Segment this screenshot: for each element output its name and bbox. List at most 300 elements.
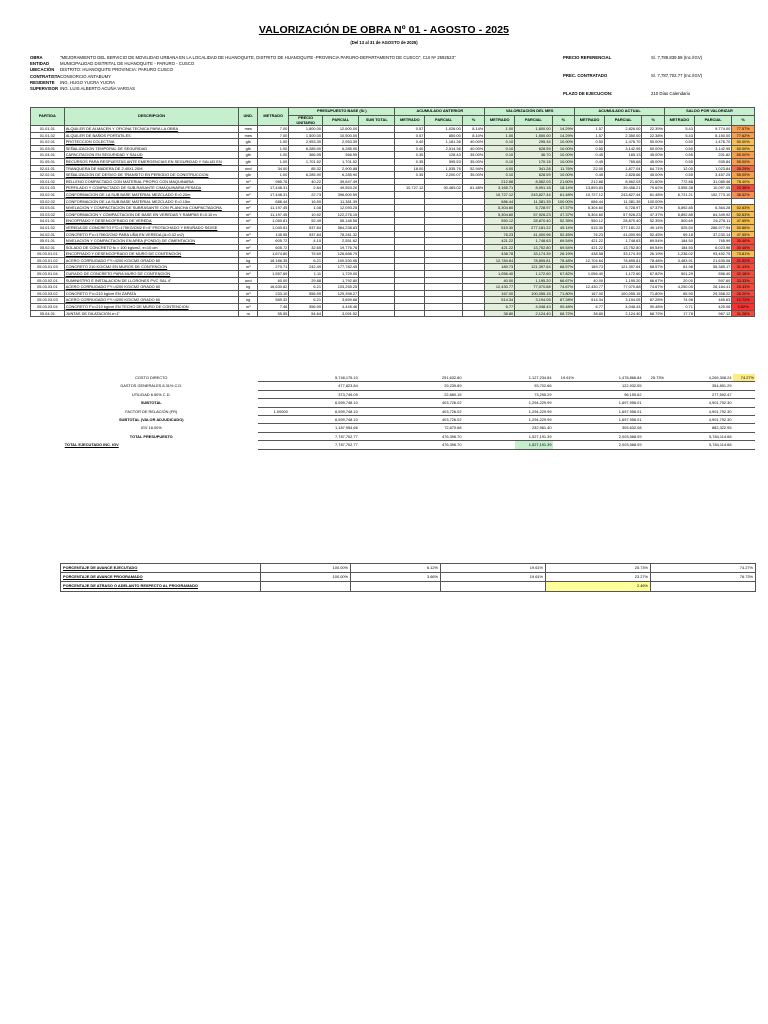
summary-label: TOTAL EJECUTADO INC. IGV	[64, 442, 119, 448]
cell-sv-parcial: 26,276.11	[694, 218, 731, 225]
cell-sv-parcial: 935.84	[694, 158, 731, 165]
spacer	[289, 441, 323, 449]
cell-partida: 01.02.01	[31, 139, 65, 146]
spacer	[463, 399, 486, 407]
cell-sv-parcial: 26,184.41	[694, 284, 731, 291]
cell-descripcion: SEÑALIZACION TEMPORAL DE SEGURIDAD	[64, 145, 239, 152]
cell-descripcion: ACERO CORRUGADO FY=4200 KG/CM2 GRADO 60	[64, 257, 239, 264]
col-sub-total: SUB TOTAL	[359, 116, 395, 126]
cell-ac-pct: 61.48%	[642, 191, 664, 198]
cell-vm-pct: 14.29%	[552, 132, 574, 139]
cell-partida: 05.02.01	[31, 244, 65, 251]
cell-sv-pct: 50.00%	[732, 145, 755, 152]
cell-aa-parcial: 595.53	[425, 158, 462, 165]
spacer	[30, 424, 64, 432]
cell-ac-pct: 22.38%	[642, 132, 664, 139]
summary-factor	[258, 441, 289, 449]
cell-sv-parcial: 556.40	[694, 271, 731, 278]
summary-month-pct	[553, 399, 576, 407]
spacer	[239, 424, 258, 432]
col-acumulado-actual: ACUMULADO ACTUAL	[575, 108, 665, 116]
table-row	[31, 284, 755, 291]
cell-metrado: 1,040.81	[258, 224, 289, 231]
cell-vm-parcial: 295.34	[515, 139, 552, 146]
cell-parcial: 55,146.55	[323, 218, 359, 225]
cell-aa-parcial	[425, 290, 462, 297]
cell-aa-pct	[462, 264, 485, 271]
cell-precio-unitario: 366.95	[289, 152, 323, 159]
summary-current: 1,478,866.84	[605, 374, 643, 382]
cell-metrado: 16,186.35	[258, 257, 289, 264]
cell-partida: 03.01.03	[31, 185, 65, 192]
cell-vm-parcial: 100,055.15	[515, 290, 552, 297]
cell-aa-parcial: 128.43	[425, 152, 462, 159]
cell-ac-metrado: 40.00	[575, 277, 605, 284]
cell-ac-metrado: 438.58	[575, 251, 605, 258]
table-row	[31, 158, 755, 165]
cell-aa-pct	[462, 251, 485, 258]
summary-budget: 6,599,748.10	[323, 399, 359, 407]
cell-aa-parcial	[425, 244, 462, 251]
cell-vm-parcial: 8,991.18	[515, 185, 552, 192]
cell-ac-pct: 87.28%	[642, 297, 664, 304]
cell-sub-total	[359, 231, 395, 238]
summary-month: 93,702.66	[515, 382, 553, 390]
cell-ac-metrado: 5,304.60	[575, 211, 605, 218]
cell-sv-metrado: 74.98	[664, 297, 694, 304]
cell-sv-metrado: 69.18	[664, 231, 694, 238]
cell-parcial: 126,688.79	[323, 251, 359, 258]
cell-parcial: 2,551.62	[323, 238, 359, 245]
table-row	[31, 251, 755, 258]
project-info-value: CONSORCIO ANTABUMY	[60, 73, 112, 79]
table-row	[31, 277, 755, 284]
spacer	[665, 399, 695, 407]
cell-ac-pct: 69.54%	[642, 238, 664, 245]
document-subtitle: (Del 13 al 31 de AGOSTO de 2025)	[350, 40, 418, 45]
cell-sv-pct: 55.00%	[732, 172, 755, 179]
cell-vm-parcial: 628.59	[515, 145, 552, 152]
cell-vm-parcial: 277,181.22	[515, 224, 552, 231]
spacer	[395, 424, 425, 432]
spacer	[485, 382, 515, 390]
cell-sv-parcial: 286,977.94	[694, 224, 731, 231]
spacer	[395, 382, 425, 390]
summary-month: 73,295.29	[515, 390, 553, 398]
summary-row	[30, 382, 755, 390]
cell-partida: 03.02.01	[31, 191, 65, 198]
cell-parcial: 3,659.68	[323, 297, 359, 304]
table-row	[31, 198, 755, 205]
spacer	[665, 390, 695, 398]
col-vm-pct: %	[552, 116, 574, 126]
cell-metrado: 233.10	[258, 290, 289, 297]
cell-ac-parcial: 100,055.15	[605, 290, 642, 297]
cell-sv-parcial: 29,358.22	[694, 290, 731, 297]
cell-ac-metrado: 12,704.64	[575, 257, 605, 264]
cell-descripcion: TRANQUERA DE MADERA DE 2.40X1.20M	[64, 165, 239, 172]
cell-metrado: 1.00	[258, 172, 289, 179]
cell-sv-parcial: 967.12	[694, 310, 731, 317]
cell-vm-pct: 87.28%	[552, 297, 574, 304]
cell-aa-parcial	[425, 277, 462, 284]
cell-metrado: 7.00	[258, 126, 289, 133]
cell-sv-pct: 28.20%	[732, 290, 755, 297]
spacer	[359, 407, 395, 415]
cell-partida: 05.03.03.02	[31, 290, 65, 297]
cell-aa-metrado: 10,727.12	[395, 185, 425, 192]
cell-sv-parcial: 3,142.95	[694, 145, 731, 152]
cell-metrado: 145.55	[258, 231, 289, 238]
cell-sv-pct: 55.00%	[732, 152, 755, 159]
cell-partida: 01.04.01	[31, 152, 65, 159]
spacer	[575, 399, 605, 407]
table-row	[31, 139, 755, 146]
cell-descripcion: CONCRETO 210 KG/CM2 EN MUROS DE CONTENCION	[64, 264, 239, 271]
cell-metrado: 589.32	[258, 297, 289, 304]
cell-aa-parcial	[425, 224, 462, 231]
summary-row	[30, 407, 755, 415]
summary-current-pct	[643, 416, 666, 424]
summary-factor	[258, 424, 289, 432]
cell-vm-pct: 10.00%	[552, 152, 574, 159]
cell-aa-parcial	[425, 231, 462, 238]
cell-vm-metrado: 421.22	[485, 238, 515, 245]
cell-parcial: 122,276.15	[323, 211, 359, 218]
contract-info	[563, 55, 702, 98]
col-vm-parcial: PARCIAL	[515, 116, 552, 126]
cell-precio-unitario: 52.49	[289, 218, 323, 225]
cell-sub-total	[359, 290, 395, 297]
cell-vm-parcial: 1,172.60	[515, 271, 552, 278]
pct-balance	[651, 582, 756, 591]
cell-und: m³	[239, 178, 258, 185]
project-info-value: DISTRITO: HUANOQUITE PROVINCIA: PARURO CUSCO	[60, 67, 174, 73]
cell-partida: 05.03.01.03	[31, 264, 65, 271]
cell-aa-parcial	[425, 264, 462, 271]
contract-info-key: PRECIO REFERENCIAL	[563, 55, 612, 60]
spacer	[289, 382, 323, 390]
cell-partida: 01.03.01	[31, 145, 65, 152]
summary-balance-pct	[733, 390, 756, 398]
summary-current: 122,932.55	[605, 382, 643, 390]
cell-aa-parcial: 1,535.76	[425, 165, 462, 172]
cell-sv-parcial: 55,385.17	[694, 264, 731, 271]
cell-parcial: 49,553.20	[323, 185, 359, 192]
summary-budget: 6,599,748.10	[323, 416, 359, 424]
spacer	[289, 424, 323, 432]
contract-info-line	[563, 55, 702, 61]
cell-descripcion: CONFORMACION DE LA SUB BASE MATERIAL MEZCLADO E=0.15m	[64, 198, 239, 205]
summary-table	[30, 374, 755, 450]
cell-sub-total	[359, 191, 395, 198]
cell-vm-metrado: 438.78	[485, 251, 515, 258]
cell-precio-unitario: 22.73	[289, 191, 323, 198]
cell-ac-metrado: 12,430.77	[575, 284, 605, 291]
cell-und: und	[239, 277, 258, 284]
cell-descripcion: CAPACITACION EN SEGURIDAD Y SALUD	[64, 152, 239, 159]
cell-vm-pct: 71.80%	[552, 290, 574, 297]
spacer	[289, 407, 323, 415]
cell-vm-metrado: 3,165.71	[485, 185, 515, 192]
spacer	[359, 424, 395, 432]
cell-vm-parcial: 1,500.00	[515, 132, 552, 139]
cell-vm-metrado: 0.10	[485, 145, 515, 152]
spacer	[239, 416, 258, 424]
cell-aa-metrado	[395, 231, 425, 238]
cell-aa-parcial: 2,514.36	[425, 145, 462, 152]
cell-ac-metrado: 1,056.40	[575, 271, 605, 278]
cell-aa-metrado: 0.35	[395, 152, 425, 159]
spacer	[30, 382, 64, 390]
cell-ac-metrado: 0.50	[575, 145, 605, 152]
spacer	[665, 432, 695, 440]
cell-partida: 05.03.03.03	[31, 297, 65, 304]
cell-sv-metrado: 0.55	[664, 158, 694, 165]
cell-sub-total	[359, 277, 395, 284]
project-info-key: CONTRATISTA	[30, 73, 61, 79]
cell-ac-pct: 90.48%	[642, 304, 664, 311]
cell-parcial: 39,647.49	[323, 178, 359, 185]
cell-vm-metrado: 1,056.40	[485, 271, 515, 278]
cell-vm-pct: 100.00%	[552, 198, 574, 205]
cell-sv-parcial: 37,230.14	[694, 231, 731, 238]
cell-ac-pct: 50.00%	[642, 139, 664, 146]
cell-descripcion: SEÑALIZACION DE DESVIO DE TRANSITO EN PERIODO DE CONSTRUCCION	[64, 172, 239, 179]
cell-und: glb	[239, 139, 258, 146]
cell-aa-parcial	[425, 297, 462, 304]
cell-ac-parcial: 121,397.64	[605, 264, 642, 271]
spacer	[359, 374, 395, 382]
cell-vm-metrado: 40.00	[485, 277, 515, 284]
valuation-table	[30, 107, 755, 317]
spacer	[395, 390, 425, 398]
spacer	[463, 374, 486, 382]
cell-ac-pct: 68.57%	[642, 264, 664, 271]
cell-sv-parcial: 9,774.00	[694, 126, 731, 133]
table-row	[31, 290, 755, 297]
cell-sv-parcial: 10,097.05	[694, 185, 731, 192]
cell-metrado: 1,050.81	[258, 218, 289, 225]
cell-sv-pct: 52.63%	[732, 205, 755, 212]
cell-descripcion: CONCRETO F'c=175KG/CM2 PARA UÑA EN VEREDA (A=0.02 m2)	[64, 231, 239, 238]
percentage-row	[61, 573, 756, 582]
cell-sub-total	[359, 310, 395, 317]
cell-sub-total	[359, 238, 395, 245]
summary-balance-pct	[733, 399, 756, 407]
summary-balance: 354,891.29	[695, 382, 733, 390]
cell-aa-metrado	[395, 271, 425, 278]
cell-vm-metrado: 421.22	[485, 244, 515, 251]
summary-current-pct	[643, 432, 666, 440]
cell-sv-metrado: 772.88	[664, 178, 694, 185]
spacer	[289, 416, 323, 424]
cell-und: m²	[239, 218, 258, 225]
spacer	[575, 374, 605, 382]
cell-sub-total	[359, 224, 395, 231]
cell-aa-pct	[462, 205, 485, 212]
cell-sub-total	[359, 251, 395, 258]
cell-vm-pct: 66.67%	[552, 277, 574, 284]
cell-aa-metrado	[395, 191, 425, 198]
cell-vm-metrado: 0.10	[485, 158, 515, 165]
cell-sub-total	[359, 211, 395, 218]
cell-aa-metrado	[395, 251, 425, 258]
cell-vm-pct: 10.00%	[552, 145, 574, 152]
summary-month-pct	[553, 432, 576, 440]
cell-vm-parcial: 78,895.81	[515, 257, 552, 264]
cell-sv-pct: 30.46%	[732, 244, 755, 251]
cell-ac-metrado: 212.88	[575, 178, 605, 185]
pct-budget: 100.00%	[261, 564, 351, 573]
pct-previous: 6.12%	[351, 564, 441, 573]
cell-vm-metrado: 0.10	[485, 152, 515, 159]
cell-sv-metrado: 0.50	[664, 145, 694, 152]
cell-metrado: 17,448.31	[258, 185, 289, 192]
cell-aa-pct	[462, 198, 485, 205]
summary-label: GASTOS GENERALES 8.31% C.D.	[120, 383, 183, 389]
cell-precio-unitario: 2.84	[289, 185, 323, 192]
cell-ac-pct: 64.71%	[642, 165, 664, 172]
summary-label: FACTOR DE RELACIÓN (FR)	[125, 408, 178, 414]
cell-vm-parcial: 5,728.97	[515, 205, 552, 212]
summary-previous: 251,632.80	[425, 374, 463, 382]
cell-aa-parcial	[425, 191, 462, 198]
cell-sv-parcial: 201.82	[694, 152, 731, 159]
cell-vm-parcial: 1,748.63	[515, 238, 552, 245]
cell-ac-metrado: 189.73	[575, 264, 605, 271]
cell-sv-pct: 73.81%	[732, 251, 755, 258]
cell-metrado: 7.46	[258, 304, 289, 311]
spacer	[239, 407, 258, 415]
cell-sv-parcial: 6,023.96	[694, 244, 731, 251]
cell-aa-metrado	[395, 218, 425, 225]
cell-aa-parcial: 1,181.36	[425, 139, 462, 146]
cell-sv-parcial: 64,349.92	[694, 211, 731, 218]
cell-aa-metrado: 0.57	[395, 126, 425, 133]
cell-precio-unitario: 29.88	[289, 277, 323, 284]
contract-info-line	[563, 73, 702, 79]
cell-aa-pct	[462, 271, 485, 278]
cell-ac-metrado: 0.45	[575, 158, 605, 165]
cell-partida: 05.03.03.01	[31, 284, 65, 291]
table-row	[31, 304, 755, 311]
cell-ac-metrado: 10,727.12	[575, 191, 605, 198]
cell-sv-metrado: 525.50	[664, 224, 694, 231]
cell-aa-parcial: 850.00	[425, 132, 462, 139]
cell-descripcion: VEREDA DE CONCRETO F'C=175KG/CM2 E=4" FROTACHADO Y BRUÑADO S/DISE	[64, 224, 239, 231]
cell-vm-parcial: 1,800.00	[515, 126, 552, 133]
cell-descripcion: ACERO CORRUGADO FY=4200 KG/CM2 GRADO 60	[64, 297, 239, 304]
cell-vm-pct: 10.00%	[552, 172, 574, 179]
cell-ac-parcial: 1,748.63	[605, 238, 642, 245]
cell-ac-metrado: 1.57	[575, 132, 605, 139]
summary-label: SUBTOTAL (VALOR ADJUDICADO)	[118, 417, 184, 423]
pct-current: 25.73%	[546, 564, 651, 573]
cell-precio-unitario: 75.69	[289, 251, 323, 258]
cell-ac-pct: 66.67%	[642, 277, 664, 284]
cell-metrado: 16,630.82	[258, 284, 289, 291]
summary-month-pct	[553, 441, 576, 449]
cell-sub-total	[359, 126, 395, 133]
cell-parcial: 2,953.39	[323, 139, 359, 146]
percentage-label: PORCENTAJE DE AVANCE EJECUTADO	[61, 564, 261, 573]
cell-vm-parcial: 628.59	[515, 172, 552, 179]
spacer	[485, 424, 515, 432]
table-row	[31, 126, 755, 133]
pct-balance: 74.27%	[651, 564, 756, 573]
cell-ac-pct: 69.54%	[642, 244, 664, 251]
col-sv-parcial: PARCIAL	[694, 116, 731, 126]
cell-und: m²	[239, 211, 258, 218]
cell-vm-pct: 18.14%	[552, 185, 574, 192]
cell-partida: 03.02.02	[31, 198, 65, 205]
cell-aa-parcial	[425, 271, 462, 278]
cell-ac-parcial: 2,826.00	[605, 126, 642, 133]
cell-aa-pct	[462, 191, 485, 198]
summary-month-pct	[553, 424, 576, 432]
spacer	[485, 390, 515, 398]
cell-sv-parcial	[694, 198, 731, 205]
spacer	[575, 382, 605, 390]
cell-partida: 03.03.01	[31, 205, 65, 212]
cell-sv-pct: 25.33%	[732, 284, 755, 291]
summary-previous: 403,726.02	[425, 399, 463, 407]
cell-aa-pct	[462, 284, 485, 291]
spacer	[289, 374, 323, 382]
cell-ac-parcial: 11,381.39	[605, 198, 642, 205]
cell-ac-parcial: 57,926.23	[605, 211, 642, 218]
cell-vm-parcial: 121,397.64	[515, 264, 552, 271]
spacer	[665, 382, 695, 390]
summary-balance-pct	[733, 441, 756, 449]
cell-sv-metrado: 0.50	[664, 139, 694, 146]
summary-factor	[258, 416, 289, 424]
cell-vm-metrado: 550.12	[485, 218, 515, 225]
cell-aa-pct: 35.00%	[462, 152, 485, 159]
cell-metrado: 985.76	[258, 178, 289, 185]
summary-current-pct	[643, 399, 666, 407]
table-row	[31, 152, 755, 159]
summary-budget: 7,787,702.77	[323, 432, 359, 440]
summary-balance-pct	[733, 407, 756, 415]
cell-vm-pct: 67.82%	[552, 271, 574, 278]
cell-parcial: 103,255.25	[323, 284, 359, 291]
cell-aa-pct	[462, 218, 485, 225]
project-info-line	[30, 86, 456, 92]
cell-precio-unitario: 556.99	[289, 304, 323, 311]
cell-partida: 01.05.01	[31, 158, 65, 165]
cell-partida: 04.02.01	[31, 231, 65, 238]
cell-metrado: 605.72	[258, 244, 289, 251]
cell-ac-metrado: 6.77	[575, 304, 605, 311]
cell-partida: 02.02.01	[31, 172, 65, 179]
summary-month-pct	[553, 407, 576, 415]
table-row	[31, 205, 755, 212]
spacer	[395, 399, 425, 407]
pct-previous: 3.66%	[351, 573, 441, 582]
cell-aa-parcial	[425, 218, 462, 225]
percentage-label: PORCENTAJE DE ATRASO O ADELANTO RESPECTO AL PROGRAMADO	[61, 582, 261, 591]
cell-ac-metrado: 515.30	[575, 224, 605, 231]
cell-sv-metrado: 3,483.91	[664, 257, 694, 264]
cell-ac-metrado: 421.22	[575, 238, 605, 245]
cell-ac-metrado: 167.00	[575, 290, 605, 297]
cell-vm-parcial: 243,827.44	[515, 191, 552, 198]
summary-factor	[258, 432, 289, 440]
cell-sub-total	[359, 271, 395, 278]
summary-label: TOTAL PRESUPUESTO	[129, 433, 173, 439]
